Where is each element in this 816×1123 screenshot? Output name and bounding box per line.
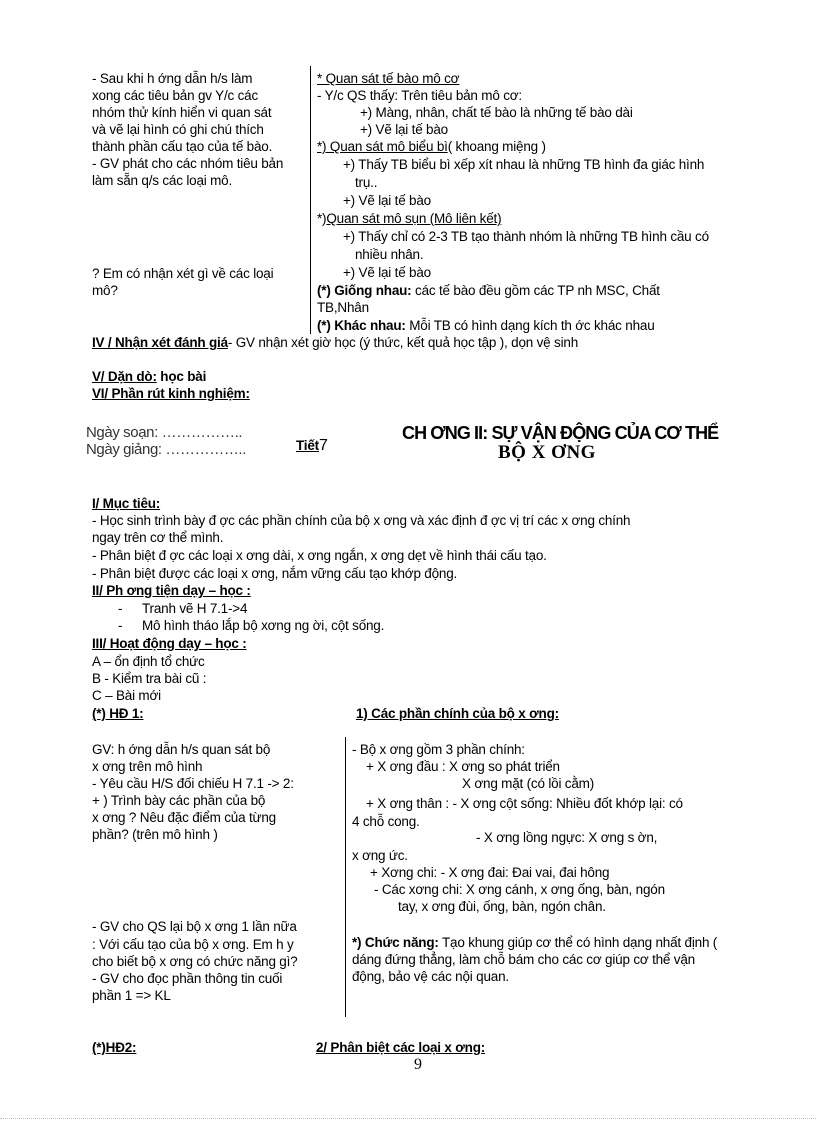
homework-text: học bài bbox=[156, 369, 207, 384]
observe-epithelium-heading: *) Quan sát mô biểu bì bbox=[317, 139, 448, 154]
top-left-line-4: và vẽ lại hình có ghi chú thích bbox=[92, 122, 264, 137]
t2-right-9: - Các xơng chi: X ơng cánh, x ơng ống, bàn, ngón bbox=[374, 882, 665, 897]
similarity-text: các tế bào đều gồm các TP nh MSC, Chất bbox=[411, 283, 660, 298]
top-left-line-8: ? Em có nhận xét gì về các loại bbox=[92, 266, 274, 281]
top-right-line-2: - Y/c QS thấy: Trên tiêu bản mô cơ: bbox=[317, 88, 522, 103]
top-right-line-12: +) Vẽ lại tế bào bbox=[343, 265, 431, 280]
similarity-line bbox=[317, 283, 660, 299]
t2-left-6: phần? (trên mô hình ) bbox=[92, 827, 218, 842]
step-b: B - Kiểm tra bài cũ : bbox=[92, 671, 207, 686]
date-teach: Ngày giảng: …………….. bbox=[86, 441, 246, 458]
hd2-title: 2/ Phân biệt các loại x ơng: bbox=[316, 1040, 486, 1055]
t2-right-8: + Xơng chi: - X ơng đai: Đai vai, đai hông bbox=[370, 865, 610, 880]
page-number: 9 bbox=[414, 1056, 422, 1073]
t2-right-6: - X ơng lồng ngực: X ơng s ờn, bbox=[476, 830, 658, 845]
top-right-line-9 bbox=[317, 211, 501, 227]
t2-right-5: 4 chỗ cong. bbox=[352, 814, 420, 829]
objective-2: - Phân biệt đ ợc các loại x ơng dài, x ơng ngắn, x ơng dẹt về hình thái cấu tạo. bbox=[92, 548, 547, 563]
difference-line bbox=[317, 318, 655, 334]
step-a: A – ổn định tổ chức bbox=[92, 654, 205, 669]
evaluation-text: - GV nhận xét giờ học (ý thức, kết quả học tập ), dọn vệ sinh bbox=[227, 335, 579, 350]
t2-left-3: - Yêu cầu H/S đối chiếu H 7.1 -> 2: bbox=[92, 776, 294, 791]
function-line-3: động, bảo vệ các nội quan. bbox=[352, 969, 509, 984]
t2-left-11: phần 1 => KL bbox=[92, 988, 171, 1003]
top-left-line-1: - Sau khi h ớng dẫn h/s làm bbox=[92, 71, 253, 86]
top-right-line-3: +) Màng, nhân, chất tế bào là những tế bào dài bbox=[360, 105, 633, 120]
objective-1: - Học sinh trình bày đ ợc các phần chính của bộ x ơng và xác định đ ợc vị trí các x ơng chính bbox=[92, 513, 631, 528]
objective-1-cont: ngay trên cơ thể mình. bbox=[92, 530, 224, 545]
top-right-line-11: nhiều nhân. bbox=[355, 247, 424, 262]
observe-muscle-heading: * Quan sát tế bào mô cơ bbox=[317, 71, 460, 86]
top-left-line-5: thành phần cấu tạo của tế bào. bbox=[92, 139, 273, 154]
material-text: Mô hình tháo lắp bộ xơng ng ời, cột sống. bbox=[142, 618, 385, 633]
page-bottom-divider bbox=[0, 1118, 816, 1119]
top-left-line-7: làm sẵn q/s các loại mô. bbox=[92, 173, 233, 188]
function-line-2: dáng đứng thẳng, làm chỗ bám cho các cơ giúp cơ thể vận bbox=[352, 952, 695, 967]
top-right-line-6: +) Thấy TB biểu bì xếp xít nhau là những TB hình đa giác hình bbox=[343, 157, 705, 172]
observe-epithelium-note: ( khoang miệng ) bbox=[447, 139, 546, 154]
top-left-line-9: mô? bbox=[92, 283, 118, 298]
period-number: 7 bbox=[318, 437, 328, 454]
similarity-label: (*) Giống nhau: bbox=[317, 283, 412, 298]
t2-right-2: + X ơng đầu : X ơng so phát triển bbox=[366, 759, 560, 774]
t2-left-10: - GV cho đọc phần thông tin cuối bbox=[92, 971, 283, 986]
period-label: Tiết bbox=[296, 438, 319, 453]
top-right-line-8: +) Vẽ lại tế bào bbox=[343, 193, 431, 208]
t2-left-1: GV: h ớng dẫn h/s quan sát bộ bbox=[92, 742, 271, 757]
function-line-1 bbox=[352, 935, 717, 951]
material-bullet: - bbox=[118, 618, 123, 633]
experience-heading: VI/ Phần rút kinh nghiệm: bbox=[92, 386, 250, 401]
function-label: *) Chức năng: bbox=[352, 935, 439, 950]
t2-left-4: + ) Trình bày các phần của bộ bbox=[92, 793, 266, 808]
material-2 bbox=[118, 618, 384, 634]
chapter-subtitle: BỘ X ƠNG bbox=[498, 442, 596, 463]
difference-text: Mỗi TB có hình dạng kích th ớc khác nhau bbox=[405, 318, 655, 333]
t2-left-9: cho biết bộ x ơng có chức năng gì? bbox=[92, 954, 298, 969]
t2-right-10: tay, x ơng đùi, ống, bàn, ngón chân. bbox=[398, 899, 606, 914]
t2-left-5: x ơng ? Nêu đặc điểm của từng bbox=[92, 810, 276, 825]
t2-left-2: x ơng trên mô hình bbox=[92, 759, 203, 774]
t2-right-3: X ơng mặt (có lồi cằm) bbox=[462, 776, 594, 791]
evaluation-heading: IV / Nhận xét đánh giá bbox=[92, 335, 228, 350]
chapter-title: CH ƠNG II: SỰ VẬN ĐỘNG CỦA CƠ THỂ bbox=[402, 423, 719, 443]
top-table-divider bbox=[310, 66, 311, 334]
hd1-label: (*) HĐ 1: bbox=[92, 706, 144, 721]
observe-cartilage-heading: Quan sát mô sụn (Mô liên kết) bbox=[326, 211, 502, 226]
similarity-line-2: TB,Nhân bbox=[317, 300, 369, 315]
hd1-title: 1) Các phần chính của bộ x ơng: bbox=[356, 706, 559, 721]
step-c: C – Bài mới bbox=[92, 688, 161, 703]
material-text: Tranh vẽ H 7.1->4 bbox=[142, 601, 248, 616]
activities-heading: III/ Hoạt động dạy – học : bbox=[92, 636, 247, 651]
period-line bbox=[296, 438, 328, 454]
material-bullet: - bbox=[118, 601, 123, 616]
material-1 bbox=[118, 601, 247, 617]
observe-cartilage-prefix: *) bbox=[317, 211, 327, 226]
t2-right-1: - Bộ x ơng gồm 3 phần chính: bbox=[352, 742, 525, 757]
t2-right-4: + X ơng thân : - X ơng cột sống: Nhiều đốt khớp lại: có bbox=[366, 796, 683, 811]
date-prep: Ngày soạn: …………….. bbox=[86, 424, 243, 441]
function-text: Tạo khung giúp cơ thể có hình dạng nhất định ( bbox=[438, 935, 718, 950]
top-right-line-5 bbox=[317, 139, 546, 155]
objectives-heading: I/ Mục tiêu: bbox=[92, 496, 161, 511]
top-left-line-3: nhóm thử kính hiển vi quan sát bbox=[92, 105, 272, 120]
evaluation-line bbox=[92, 335, 578, 351]
top-right-line-10: +) Thấy chỉ có 2-3 TB tạo thành nhóm là những TB hình cầu có bbox=[343, 229, 709, 244]
top-right-line-7: trụ.. bbox=[355, 175, 378, 190]
homework-heading: V/ Dặn dò: bbox=[92, 369, 157, 384]
table2-divider bbox=[345, 737, 346, 1017]
t2-right-7: x ơng ức. bbox=[352, 848, 408, 863]
top-left-line-2: xong các tiêu bản gv Y/c các bbox=[92, 88, 259, 103]
objective-3: - Phân biệt được các loại x ơng, nắm vững cấu tạo khớp động. bbox=[92, 566, 458, 581]
top-right-line-4: +) Vẽ lại tế bào bbox=[360, 122, 448, 137]
t2-left-7: - GV cho QS lại bộ x ơng 1 lần nữa bbox=[92, 919, 297, 934]
difference-label: (*) Khác nhau: bbox=[317, 318, 406, 333]
homework-line bbox=[92, 369, 206, 385]
top-left-line-6: - GV phát cho các nhóm tiêu bản bbox=[92, 156, 284, 171]
t2-left-8: : Với cấu tạo của bộ x ơng. Em h y bbox=[92, 937, 294, 952]
hd2-label: (*)HĐ2: bbox=[92, 1040, 137, 1055]
materials-heading: II/ Ph ơng tiện dạy – học : bbox=[92, 583, 251, 598]
